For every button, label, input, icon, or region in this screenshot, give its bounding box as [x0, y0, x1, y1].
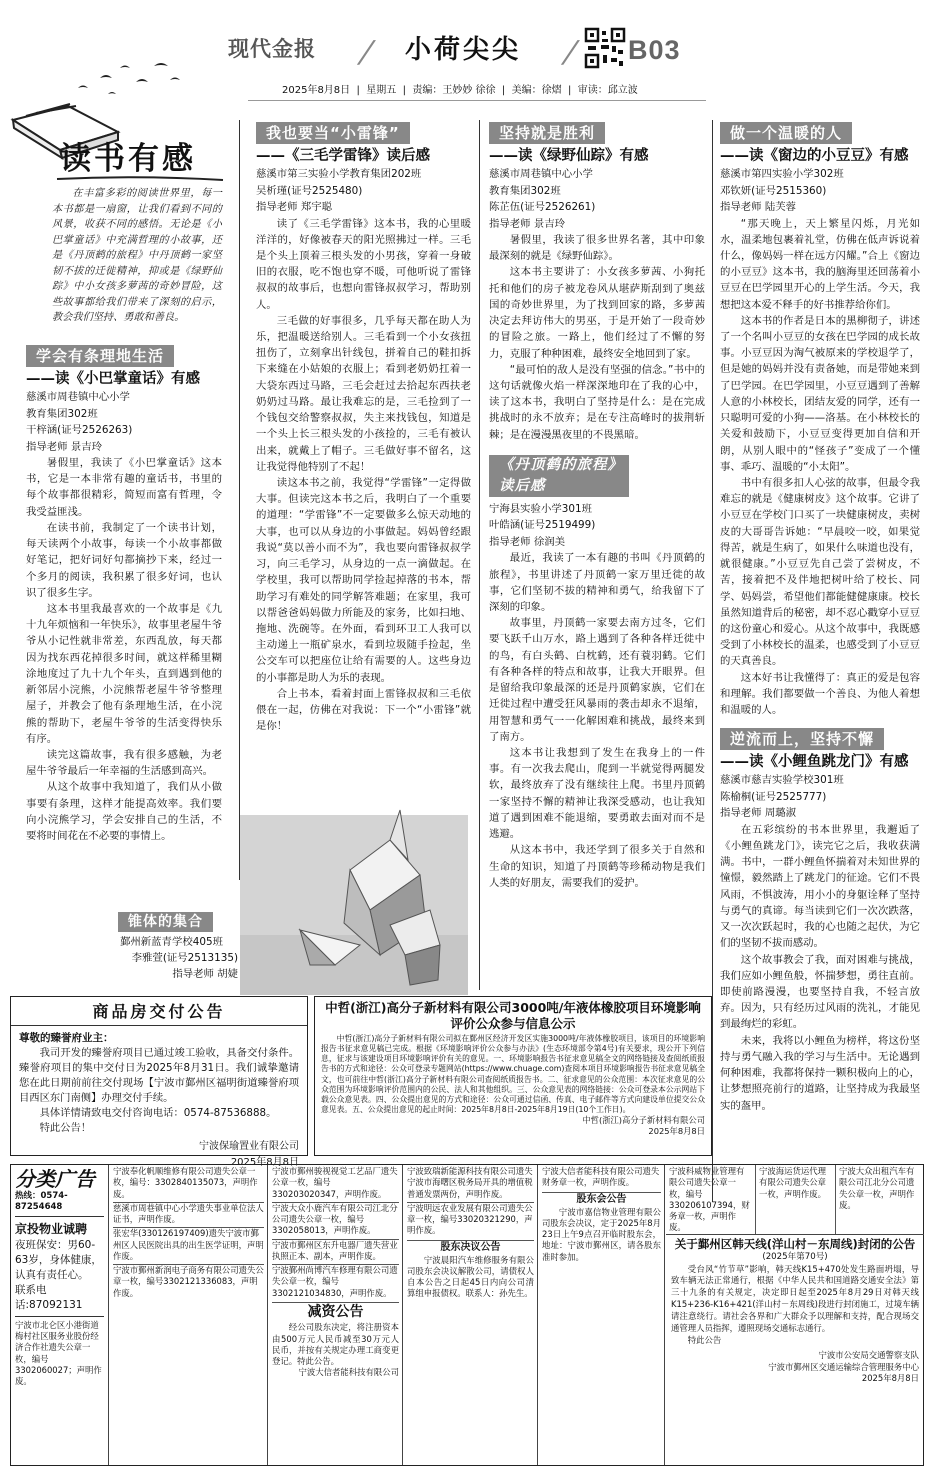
ad-cell-4: 宁波市鄞州新润电子商务有限公司遗失公章一枚，编号3302121336083，声明作废。 [113, 1265, 264, 1298]
job-text: 夜班保安：男60-63岁，身体健康，认真有责任心。 [15, 1238, 102, 1281]
eia-signer: 中哲(浙江)高分子新材料有限公司 [582, 1115, 705, 1125]
article-5-p1: “那天晚上，天上繁星闪烁，月光如水，温柔地包裹着礼堂，仿佛在低声诉说着什么，像妈妈一样在远方闪耀。”合上《窗边的小豆豆》这本书，我的脑海里还回荡着小豆豆在巴学园里开心的上学生活。今天，我想把这本爱不释手的好书推荐给你们。 [720, 217, 920, 311]
article-3-author: 陈芷伍(证号2526261) [489, 201, 596, 213]
road-notice-number: (2025年第70号) [762, 1252, 828, 1262]
classifieds-hotline: 热线：0574-87254648 [15, 1191, 104, 1217]
article-6-section: 逆流而上，坚持不懈 [720, 728, 884, 750]
column-intro: 在丰富多彩的阅读世界里，每一本书都是一扇窗，让我们看到不同的风景，收获不同的感悟。无论是《小巴掌童话》中充满哲理的小故事，还是《丹顶鹤的旅程》中丹顶鹤一家坚韧不拔的迁徙精神，抑或是《绿野仙踪》中小女孩多萝茜的奇妙冒险，这些故事都给我们带来了深刻的启示，教会我们坚持、勇敢和善良。 [52, 188, 222, 323]
article-1-group: 教育集团302班 [26, 407, 98, 420]
ad-cell-11: 宁波大信者能科技有限公司遗失财务章一枚，声明作废。 [542, 1166, 660, 1188]
ad-column-3 [269, 1165, 403, 1465]
ad-cell-14: 宁波大众出租汽车有限公司江北分公司遗失公章一枚，声明作废。 [839, 1166, 915, 1210]
article-2-school: 慈溪市第三实验小学教育集团202班 [256, 168, 422, 180]
article-2-p4: 合上书本，看着封面上雷锋叔叔和三毛依偎在一起，仿佛在对我说：下一个“小雷锋”就是你！ [256, 687, 471, 733]
ad-cell-12: 宁波科威物业管理有限公司遗失公章一枚，编号330206107394，财务章一枚，声明作废。 [666, 1165, 756, 1234]
road-notice-closing: 特此公告 [687, 1335, 722, 1346]
article-6-p3: 未来，我将以小鲤鱼为榜样，将这份坚持与勇气融入我的学习与生活中。无论遇到何种困难，我都将保持一颗积极向上的心，让梦想照亮前行的道路，让坚持成为我最坚实的盔甲。 [720, 1034, 920, 1112]
article-2-subtitle: ——《三毛学雷锋》读后感 [256, 148, 430, 164]
article-1-school: 慈溪市周巷镇中心小学 [26, 391, 130, 403]
artwork-school: 鄞州新蓝青学校405班 [120, 936, 223, 948]
artwork-caption [118, 912, 240, 932]
article-6-subtitle: ——读《小鲤鱼跳龙门》有感 [720, 754, 909, 771]
article-6-p1: 在五彩缤纷的书本世界里，我邂逅了《小鲤鱼跳龙门》，读完它之后，我收获满满。书中，一群小鲤鱼怀揣着对未知世界的憧憬，毅然踏上了跳龙门的征途。它们不畏风雨，不惧波涛，用小小的身躯诠释了坚持与勇气的真谛。每当读到它们一次次跌落，又一次次跃起时，我的心也随之起伏，为它们的坚韧不拔而感动。 [720, 823, 920, 950]
housing-notice-title: 商品房交付公告 [11, 1001, 307, 1026]
article-5-p3: 书中有很多扣人心弦的故事，但最令我难忘的就是《健康树皮》这个故事。它讲了小豆豆在学校门口买了一块健康树皮，卖树皮的大哥哥告诉她：“早晨咬一咬，如果觉得苦，就是生病了，如果什么味道也没有，就很健康。”小豆豆先自己尝了尝树皮，不苦，接着把不及伴地把树叶给了校长、同学、妈妈尝，希望他们都能健健康康。校长虽然知道背后的秘密，却不忍心戳穿小豆豆的这份童心和爱心。从这个故事中，我既感受到了小林校长的温柔，也感受到了小豆豆的天真善良。 [720, 477, 920, 668]
article-3-p2: 这本书主要讲了：小女孩多萝茜、小狗托托和他们的房子被龙卷风从堪萨斯刮到了奥兹国的奇妙世界里，为了找到回家的路，多萝茜决定去拜访伟大的男巫，于是开始了一段奇妙的冒险之旅。一路上，他们经过了不懈的努力，克服了种种困难，最终安全地回到了家。 [489, 266, 705, 360]
ad-column-2 [110, 1165, 268, 1465]
masthead-slash: / [354, 35, 378, 70]
road-notice [666, 1235, 924, 1386]
article-1-p2: 在读书前，我制定了一个读书计划，每天读两个小故事，每读一个小故事都做好笔记，把好词好句都摘抄下来，经过一个多月的阅读，我积累了很多好词，也认识了很多生字。 [26, 521, 222, 599]
article-5-author: 邓钦妍(证号2515360) [720, 184, 827, 197]
article-4-p4: 从这本书中，我还学到了很多关于自然和生命的知识，知道了丹顶鹤等珍稀动物是我们人类的好朋友，需要我们的爱护。 [489, 844, 705, 889]
housing-signer: 宁波保瑜置业有限公司 [199, 1141, 299, 1153]
article-5-p4: 这本好书让我懂得了：真正的爱是包容和理解。我们都要做一个善良、为他人着想和温暖的人。 [720, 671, 920, 717]
reduction-signer: 宁波大信者能科技有限公司 [298, 1367, 399, 1378]
ad-cell-6: 宁波大众小鹿汽车有限公司江北分公司遗失公章一枚，编号3302058013，声明作废。 [272, 1202, 398, 1236]
ad-column-4 [404, 1165, 538, 1465]
article-2-section: 我也要当“小雷锋” [256, 122, 410, 144]
article-3-subtitle: ——读《绿野仙踪》有感 [489, 148, 649, 164]
eia-notice-title: 中哲(浙江)高分子新材料有限公司3000吨/年液体橡胶项目环境影响评价公众参与信息公示 [325, 1000, 701, 1031]
weekday: 星期五 [366, 85, 397, 96]
ad-cell-1: 宁波奉化帆顺维修有限公司遗失公章一枚，编号：3302840135073，声明作废。 [113, 1166, 258, 1199]
reviewer: 审读：邱立波 [577, 85, 638, 96]
column-4 [720, 122, 920, 1204]
article-4-p1: 最近，我读了一本有趣的书叫《丹顶鹤的旅程》，书里讲述了丹顶鹤一家万里迁徙的故事，它们坚韧不拔的精神和勇气，给我留下了深刻的印象。 [489, 552, 705, 613]
article-4-p2: 故事里，丹顶鹤一家要去南方过冬，它们要飞跃千山万水，路上遇到了各种各样迁徙中的鸟，有白头鹤、白枕鹤，还有蓑羽鹤。它们有各种各样的特点和故事，让我大开眼界。但是留给我印象最深的还是丹顶鹤家族，它们在迁徙过程中遭受狂风暴雨的袭击却永不退缩，用智慧和勇气一一化解困难和挑战，最终来到了南方。 [489, 617, 705, 743]
job-contact: 联系电话:87092131 [15, 1283, 104, 1317]
article-3-group: 教育集团302班 [489, 184, 561, 197]
dissolve1-title: 股东决议公告 [407, 1240, 534, 1255]
article-3-p3: “最可怕的敌人是没有坚强的信念。”书中的这句话就像火焰一样深深地印在了我的心中，读了这本书，我明白了坚持是什么：是在完成挑战时的永不放弃；是在专注高峰时的拔荆斩棘；是在漫漫黑夜里的不畏黑暗。 [489, 363, 705, 441]
ad-column-6-top [666, 1165, 924, 1235]
article-2-p3: 读这本书之前，我觉得“学雷锋”一定得做大事。但读完这本书之后，我明白了一个重要的道理：“学雷锋”不一定要做多么惊天动地的大事，也可以从身边的小事做起。妈妈曾经跟我说“莫以善小而不为”，我也要向雷锋叔叔学习，向三毛学习，从身边的一点一滴做起。在学校里，我可以帮助同学捡起掉落的书本，帮助学习有难处的同学解答难题；在家里，我可以帮爸爸妈妈做力所能及的家务，比如扫地、拖地、洗碗等。在外面，看到环卫工人我可以主动递上一瓶矿泉水，看到垃圾随手捡起，坐公交车可以把座位让给有需要的人。这些身边的小事都是助人为乐的表现。 [256, 477, 471, 684]
masthead-rule [248, 100, 706, 101]
dissolve1-text: 宁波晨阳汽车维修服务有限公司股东会决议解散公司，请债权人自本公告之日起45日内向公司清算组申报债权。联系人：孙先生。 [407, 1254, 534, 1299]
col-rule-2 [479, 120, 480, 990]
ad-column-6 [666, 1165, 924, 1465]
article-3-school: 慈溪市周巷镇中心小学 [489, 168, 593, 180]
column-3 [489, 122, 705, 992]
artwork-title: 锥体的集合 [118, 912, 213, 932]
article-2-author: 吴析瑾(证号2525480) [256, 184, 363, 197]
article-4-section: 《丹顶鹤的旅程》读后感 [489, 455, 629, 497]
article-1-teacher: 指导老师 景吉玲 [26, 440, 103, 453]
ad-cell-7: 宁波市鄞州区东升电器厂遗失营业执照正本、副本，声明作废。 [272, 1239, 398, 1261]
road-signer-1: 宁波市公安局交通警察支队 [818, 1350, 919, 1361]
housing-date: 2025年8月8日 [230, 1156, 299, 1168]
eia-date: 2025年8月8日 [648, 1126, 705, 1137]
paper-name: 现代金报 [228, 36, 316, 61]
classifieds-banner-column [11, 1165, 109, 1465]
column-title: 读书有感 [60, 141, 196, 177]
article-1-author: 干梓涵(证号2526263) [26, 424, 133, 436]
editor: 责编：王妙妙 徐徐 [412, 85, 496, 96]
reduction-title: 减资公告 [272, 1302, 399, 1323]
page-code: B03 [628, 35, 681, 65]
road-signer-2: 宁波市鄞州区交通运输综合管理服务中心 [768, 1361, 919, 1372]
housing-contact: 具体详情请致电交付咨询电话：0574-87536888。 [39, 1107, 277, 1120]
masthead-slash-2: / [558, 35, 582, 70]
article-1-subtitle: ——读《小巴掌童话》有感 [26, 371, 200, 387]
article-1-p4: 读完这篇故事，我有很多感触，为老屋牛爷爷最后一年幸福的生活感到高兴。 [26, 748, 222, 778]
ad-cell-9: 宁波致瑞新能源科技有限公司遗失宁波市海曙区税务局开具的增值税普通发票两份，声明作废。 [407, 1166, 533, 1199]
date: 2025年8月8日 [282, 85, 351, 96]
section-name: 小荷尖尖 [405, 35, 522, 65]
ad-cell-10: 宁波明远农业发展有限公司遗失公章一枚，编号33020321290，声明作废。 [407, 1202, 533, 1236]
housing-closing: 特此公告！ [39, 1122, 92, 1135]
article-4-author: 叶皓涵(证号2519499) [489, 519, 596, 532]
article-6-p2: 这个故事教会了我，面对困难与挑战，我们应如小鲤鱼般，怀揣梦想，勇往直前。即使前路漫漫，也要坚持自我，不轻言放弃。因为，只有经历过风雨的洗礼，才能见到最绚烂的彩虹。 [720, 953, 920, 1031]
dissolve2-text: 宁波市嘉信物业管理有限公司股东会决议，定于2025年8月23日上午9点召开临时股东会，地址：宁波市鄞州区，请各股东准时参加。 [542, 1206, 661, 1262]
article-3-teacher: 指导老师 景吉玲 [489, 217, 566, 230]
ad-cell-8: 宁波鄞州尚博汽车修理有限公司遗失公章一枚，编号3302121034830，声明作废。 [272, 1265, 398, 1298]
col-rule-3 [712, 120, 713, 1202]
article-5-section: 做一个温暖的人 [720, 122, 852, 144]
article-1 [26, 345, 222, 860]
title-underline [55, 176, 225, 182]
article-2-p2: 三毛做的好事很多，几乎每天都在助人为乐，把温暖送给别人。三毛看到一个小女孩扭扭伤了，立刻拿出针线包，拼着自己的鞋扣拆下来缝在小姑娘的衣服上；看到老奶奶扛着一大袋东西过马路，三毛会赶过去拾起东西扶老奶奶过马路。最让我难忘的是，三毛捡到了一个钱包交给警察叔叔，失主来找钱包，知道是一个头上长三根头发的小孩捡的，三毛有被认出来，就戴上了帽子。三毛做好事不留名，这让我觉得他特别了不起！ [256, 314, 471, 473]
housing-greeting: 尊敬的臻誉府业主： [19, 1032, 114, 1044]
dissolve2-title: 股东会公告 [542, 1192, 661, 1207]
article-5-school: 慈溪市第四实验小学302班 [720, 168, 844, 180]
article-5-p2: 这本书的作者是日本的黑柳彻子，讲述了一个名叫小豆豆的女孩在巴学园的成长故事。小豆豆因为淘气被原来的学校退学了，但是她的妈妈并没有责备她，而是带她来到了巴学园。在巴学园里，小豆豆遇到了善解人意的小林校长，团结友爱的同学，还有一只聪明可爱的小狗——洛基。在小林校长的关爱和鼓励下，小豆豆变得更加自信和开朗，从别人眼中的“怪孩子”变成了一个懂事、乖巧、温暖的“小太阳”。 [720, 314, 920, 473]
article-4-teacher: 指导老师 徐润美 [489, 535, 566, 548]
ad-cell-13: 宁波海运货运代理有限公司遗失公章一枚，声明作废。 [756, 1165, 836, 1234]
designer: 美编：徐熠 [511, 85, 562, 96]
cone-sketch-artwork [240, 815, 468, 995]
article-2-teacher: 指导老师 郑宇聪 [256, 201, 333, 213]
artwork-teacher: 指导老师 胡婕 [172, 968, 238, 980]
job-title: 京投物业诚聘 [15, 1221, 88, 1236]
artwork-author: 李雅萱(证号2513135) [131, 952, 238, 964]
article-6-school: 慈溪市慈吉实验学校301班 [720, 774, 844, 787]
ad-column-5 [539, 1165, 665, 1465]
road-notice-title: 关于鄞州区韩天线(洋山村－东周线)封闭的公告 [674, 1237, 916, 1251]
classifieds-section [10, 1164, 924, 1466]
eia-body: 中哲(浙江)高分子新材料有限公司拟在鄞州区经济开发区实施3000吨/年液体橡胶项目，该项目的环境影响报告书征求意见稿已完成。根据《环境影响评价公众参与办法》(生态环境部令第4号)有关要求，现公开下列信息，征求与该建设项目环境影响评价有关的意见。一、环境影响报告书征求意见稿全文的网络链接及查阅纸质报告书的方式和途径：公众可登录专题网站(https://www.chuage.com)查阅本项目环境影响报告书征求意见稿全文，也可前往中哲(浙江)高分子新材料有限公司查阅纸质报告书。二、征求意见的公众范围：本次征求意见的公众范围为环境影响评价范围内的公民、法人和其他组织。三、公众意见表的网络链接：公众可登录本公示网站下载公众意见表。四、公众提出意见的方式和途径：公众可通过信函、传真、电子邮件等方式向建设单位提交公众意见表。五、公众提出意见的起止时间：2025年8月8日-2025年8月19日(10个工作日)。 [321, 1034, 705, 1114]
article-3-section: 坚持就是胜利 [489, 122, 605, 144]
article-4-school: 宁海县实验小学301班 [489, 502, 592, 515]
article-6-author: 陈榆桐(证号2525777) [720, 790, 827, 803]
article-1-p3: 这本书里我最喜欢的一个故事是《九十九年烦恼和一年快乐》，故事里老屋牛爷爷从小记性就非常差，东西乱放，每天都因为找东西花掉很多时间，就这样稀里糊涂地度过了九十九个年头，直到遇到他的新邻居小浣熊，小浣熊帮老屋牛爷爷整理屋子，并教会了他有条理地生活，在小浣熊的帮助下，老屋牛爷爷的生活变得快乐有序。 [26, 602, 222, 745]
article-4-p3: 这本书让我想到了发生在我身上的一件事。有一次我去爬山，爬到一半就觉得两腿发软，最终放弃了没有继续往上爬。书里丹顶鹤一家坚持不懈的精神让我深受感动，也让我知道了遇到困难不能退缩，要勇敢去面对而不是逃避。 [489, 746, 705, 841]
article-6-teacher: 指导老师 周璐淑 [720, 807, 797, 820]
housing-notice [10, 996, 308, 1168]
article-5-subtitle: ——读《窗边的小豆豆》有感 [720, 148, 909, 164]
ad-cell-2: 慈溪市周巷镇中心小学遗失事业单位法人证书，声明作废。 [113, 1202, 264, 1224]
ad-cell-0: 宁波市北仑区小港街道梅村社区服务业股份经济合作社遗失公章一枚，编号3302060027；声明作废。 [15, 1319, 102, 1386]
classifieds-banner: 分类广告 [15, 1167, 95, 1191]
article-1-section: 学会有条理地生活 [26, 345, 174, 367]
article-3-p1: 暑假里，我读了很多世界名著，其中印象最深刻的就是《绿野仙踪》。 [489, 234, 705, 263]
ad-cell-5: 宁波市鄞州骏视视觉工艺品厂遗失公章一枚，编号330203020347，声明作废。 [272, 1166, 398, 1199]
ad-cell-3: 张宏华(330126197409)遗失宁波市鄞州区人民医院出具的出生医学证明，声明作废。 [113, 1228, 264, 1261]
road-date: 2025年8月8日 [861, 1372, 919, 1383]
col-rule-1 [239, 120, 240, 880]
eia-notice [314, 996, 712, 1156]
reduction-text: 经公司股东决定，将注册资本由500万元人民币减至30万元人民币，并按有关规定办理工商变更登记。特此公告。 [272, 1322, 399, 1367]
article-2-p1: 读了《三毛学雷锋》这本书，我的心里暖洋洋的，好像被春天的阳光照拂过一样。三毛是个头上顶着三根头发的小男孩，穿着一身破旧的衣服，吃不饱也穿不暖，可他听说了雷锋叔叔的故事后，也想向雷锋叔叔学习，帮助别人。 [256, 217, 471, 311]
housing-body: 我司开发的臻誉府项目已通过竣工验收，具备交付条件。臻誉府项目的集中交付日为2025年8月31日。我们诚挚邀请您在此日期前前往交付现场【宁波市鄞州区福明街道臻誉府项目西区东门南侧】办理交付手续。 [19, 1047, 299, 1105]
qr-code-icon[interactable] [585, 28, 625, 68]
article-1-p1: 暑假里，我读了《小巴掌童话》这本书，它是一本非常有趣的童话书，书里的每个故事都很精彩，简短而富有哲理，令我受益匪浅。 [26, 457, 222, 518]
road-notice-body: 受台风“竹节草”影响，韩天线K15+470处发生路面坍塌，导致车辆无法正常通行，根据《中华人民共和国道路交通安全法》第三十九条的有关规定，决定即日起至2025年8月29日对韩天线K15+236-K16+421(洋山村－东周线)段进行封闭施工，过境车辆请注意绕行。请社会各界和广大群众予以理解和支持，配合现场交通管理人员指挥，遵照现场交通标志通行。 [671, 1263, 919, 1334]
article-2 [256, 122, 471, 812]
article-1-p5: 从这个故事中我知道了，我们从小做事要有条理，这样才能提高效率。我们要向小浣熊学习，学会安排自己的生活，不要将时间花在不必要的事情上。 [26, 781, 222, 843]
date-line: 2025年8月8日 | 星期五 | 责编：王妙妙 徐徐 | 美编：徐熠 | 审读：邱立波 [282, 85, 638, 96]
article-5-teacher: 指导老师 陆芙蓉 [720, 201, 797, 213]
